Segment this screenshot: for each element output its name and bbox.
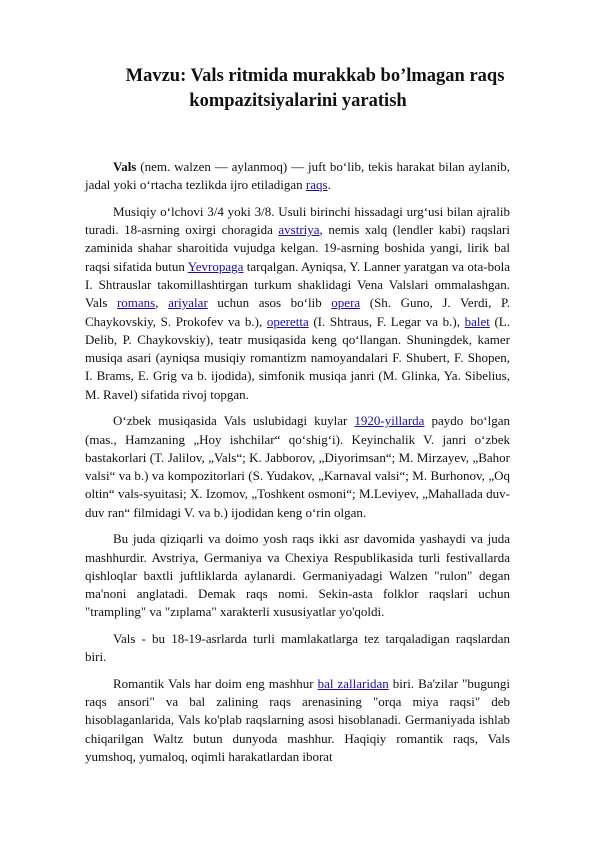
link-raqs[interactable]: raqs [305, 177, 328, 193]
paragraph-text: (L. Delib, P. Chaykovskiy), teatr musiqasida keng qo‘llangan. Shuningdek, kamer musiqa asari (ayniqsa musiqiy romantizm namoyandalari F. Shubert, F. Shopen, I. Brams, E. Grig va b. ijodida), simfonik musiqa janri (M. Glinka, Ya. Sibelius, M. Ravel) sifatida rivoj topgan. [85, 313, 510, 402]
link-ariyalar[interactable]: ariyalar [168, 295, 208, 311]
paragraph-text: Romantik Vals har doim eng mashhur [113, 675, 318, 691]
paragraph-text: biri. Ba'zilar "bugungi raqs ansori" va bal zalining raqs arenasining "orqa miya raqsi" deb hisoblaganlarida, Vals ko'plab raqslarning asosi hisoblanadi. Germaniyada ishlab chiqarilgan Waltz butun dunyoda mashhur. Haqiqiy romantik raqs, Vals yumshoq, yumaloq, oqimli harakatlardan iborat [85, 675, 510, 764]
link-avstriya[interactable]: avstriya [278, 222, 320, 238]
paragraph-text: uchun asos bo‘lib [207, 295, 332, 311]
document-title [84, 64, 512, 114]
link-romans[interactable]: romans [116, 295, 156, 311]
paragraph-text: (nem. walzen — aylanmoq) — juft bo‘lib, tekis harakat bilan aylanib, jadal yoki o‘rtacha tezlikda ijro etiladigan [85, 159, 510, 193]
link-bal-zallaridan[interactable]: bal zallaridan [317, 675, 389, 691]
paragraph-4: Bu juda qiziqarli va doimo yosh raqs ikki asr davomida yashaydi va juda mashhurdir. Avstriya, Germaniya va Chexiya Respublikasida turli festivallarda qishloqlar baxtli juftliklarda aylanardi. Germaniyadagi Walzen "rulon" degan ma'noni anglatadi. Demak raqs nomi. Sekin-asta folklor raqslari uchun "trampling" va "zıplama" xarakterli xususiyatlar yo'qoldi. [85, 531, 510, 620]
paragraph-text: (Sh. Guno, J. Verdi, P. Chaykovskiy, S. Prokofev va b.), [85, 295, 511, 329]
link-yevropaga[interactable]: Yevropaga [187, 258, 244, 274]
paragraph-text: , nemis xalq (lendler kabi) raqslari zaminida shahar sharoitida vujudga kelgan. 19-asrning boshida yangi, lirik bal raqsi sifatida butun [85, 222, 510, 274]
paragraph-text: O‘zbek musiqasida Vals uslubidagi kuylar [113, 413, 355, 429]
title-line-2: kompazitsiyalarini yaratish [189, 91, 407, 111]
paragraph-5: Vals - bu 18-19-asrlarda turli mamlakatlarga tez tarqaladigan raqslardan biri. [85, 630, 510, 665]
link-1920-yillarda[interactable]: 1920-yillarda [354, 413, 425, 429]
paragraph-text: . [327, 177, 331, 193]
paragraph-text: (I. Shtraus, F. Legar va b.), [308, 313, 465, 329]
paragraph-text: Musiqiy o‘lchovi 3/4 yoki 3/8. Usuli birinchi hissadagi urg‘usi bilan ajralib turadi. 18-asrning oxirgi choragida [85, 203, 510, 238]
link-opera[interactable]: opera [331, 295, 361, 311]
paragraph-3 [85, 412, 510, 522]
paragraph-6 [85, 675, 510, 766]
paragraph-1 [85, 158, 510, 195]
paragraph-text: , [155, 295, 169, 311]
link-operetta[interactable]: operetta [266, 313, 309, 329]
paragraph-text: paydo bo‘lgan (mas., Hamzaning „Hoy ishchilar“ qo‘shig‘i). Keyinchalik V. janri o‘zbek bastakorlari (T. Jalilov, „Vals“; K. Jabborov, „Diyorimsan“; M. Mirzayev, „Bahor valsi“ va b.) va kompozitorlari (S. Yudakov, „Karnaval valsi“; M. Burhonov, „Oq oltin“ vals-syuitasi; X. Izomov, „Toshkent osmoni“; M.Leviyev, „Mahallada duv-duv ran“ filmidagi V. va b.) ijodidan keng o‘rin olgan. [85, 413, 511, 520]
title-line-1: Mavzu: Vals ritmida murakkab bo’lmagan raqs [125, 66, 505, 86]
document-body [85, 158, 510, 774]
link-balet[interactable]: balet [464, 313, 490, 329]
term-vals: Vals [113, 159, 137, 174]
paragraph-text: tarqalgan. Ayniqsa, Y. Lanner yaratgan va ota-bola I. Shtrauslar takomillashtirgan turkum shaklidagi Vena Valslari ommalashgan. Vals [85, 258, 510, 311]
paragraph-2 [85, 203, 510, 404]
